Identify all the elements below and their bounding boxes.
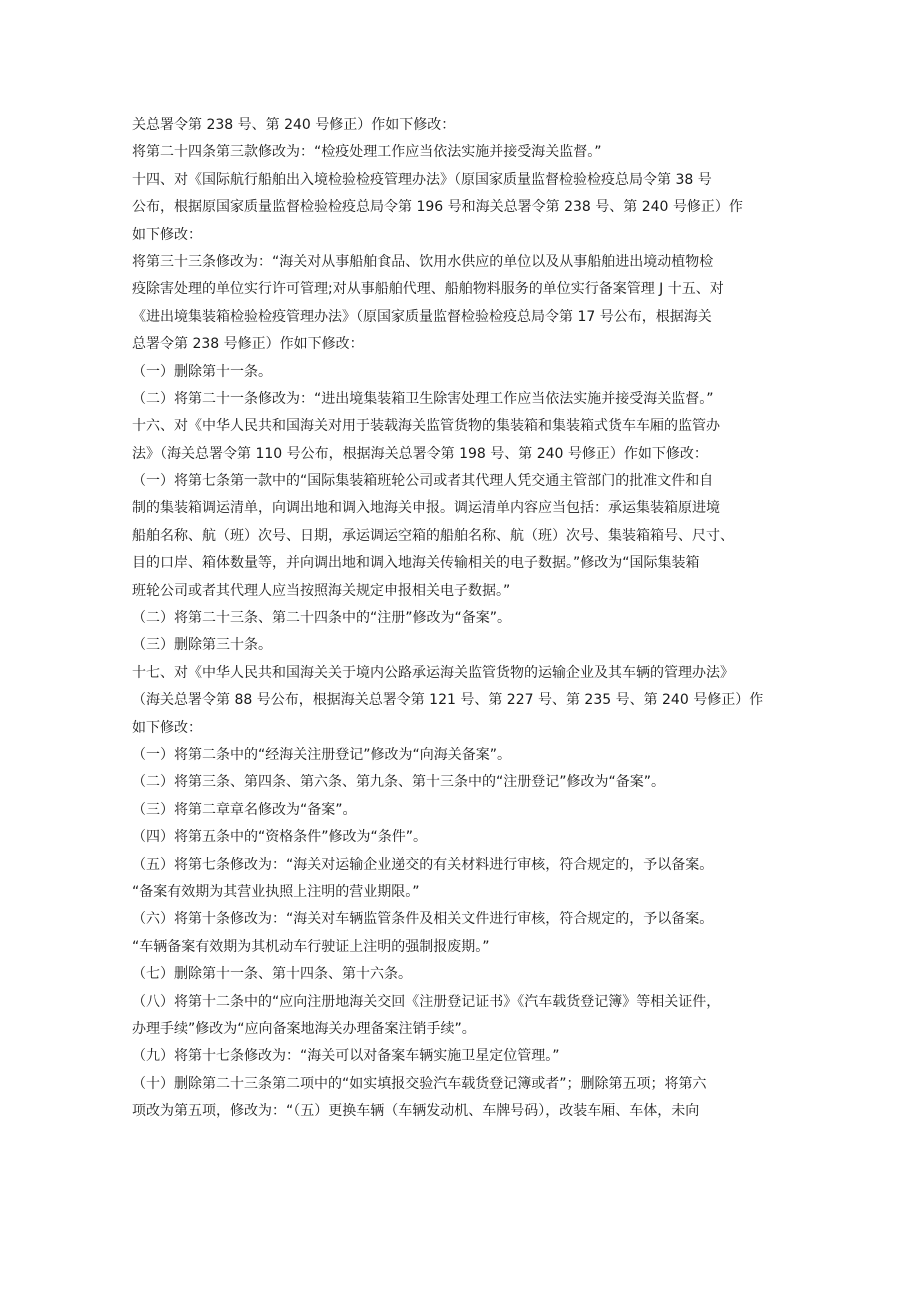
- text-line: 目的口岸、箱体数量等，并向调出地和调入地海关传输相关的电子数据。”修改为“国际集装箱: [132, 555, 700, 572]
- text-line: 班轮公司或者其代理人应当按照海关规定申报相关电子数据。”: [132, 582, 511, 599]
- text-line: （一）将第七条第一款中的“国际集装箱班轮公司或者其代理人凭交通主管部门的批准文件和自: [132, 473, 714, 490]
- text-line: 十七、对《中华人民共和国海关关于境内公路承运海关监管货物的运输企业及其车辆的管理办法》: [132, 664, 734, 681]
- text-line: （十）删除第二十三条第二项中的“如实填报交验汽车载货登记簿或者”；删除第五项；将第六: [132, 1075, 707, 1092]
- text-line: 《进出境集装箱检验检疫管理办法》（原国家质量监督检验检疫总局令第 17 号公布，根据海关: [132, 308, 712, 325]
- text-line: 十六、对《中华人民共和国海关对用于装载海关监管货物的集装箱和集装箱式货车车厢的监管办: [132, 418, 720, 435]
- text-line: 如下修改：: [132, 226, 202, 243]
- text-line: （二）将第二十三条、第二十四条中的“注册”修改为“备案”。: [132, 610, 512, 627]
- text-line: 公布，根据原国家质量监督检验检疫总局令第 196 号和海关总署令第 238 号、第 240 号修正）作: [132, 199, 743, 216]
- text-line: （六）将第十条修改为：“海关对车辆监管条件及相关文件进行审核，符合规定的，予以备案。: [132, 911, 714, 928]
- text-line: （二）将第三条、第四条、第六条、第九条、第十三条中的“注册登记”修改为“备案”。: [132, 774, 666, 791]
- text-line: 将第二十四条第三款修改为：“检疫处理工作应当依法实施并接受海关监督。”: [132, 144, 602, 161]
- text-line: 关总署令第 238 号、第 240 号修正）作如下修改：: [132, 117, 456, 133]
- text-line: 制的集装箱调运清单，向调出地和调入地海关申报。调运清单内容应当包括：承运集装箱原进境: [132, 500, 720, 517]
- text-line: （四）将第五条中的“资格条件”修改为“条件”。: [132, 829, 428, 846]
- text-line: （三）删除第三十条。: [132, 637, 272, 654]
- text-line: （八）将第十二条中的“应向注册地海关交回《注册登记证书》《汽车载货登记簿》等相关证件，: [132, 993, 721, 1010]
- text-line: （七）删除第十一条、第十四条、第十六条。: [132, 966, 412, 983]
- text-line: （九）将第十七条修改为：“海关可以对备案车辆实施卫星定位管理。”: [132, 1048, 560, 1065]
- text-line: （五）将第七条修改为：“海关对运输企业递交的有关材料进行审核，符合规定的，予以备案。: [132, 856, 714, 873]
- text-line: 如下修改：: [132, 719, 202, 736]
- document-body: [132, 112, 812, 1125]
- text-line: “备案有效期为其营业执照上注明的营业期限。”: [132, 883, 420, 900]
- text-line: （一）将第二条中的“经海关注册登记”修改为“向海关备案”。: [132, 746, 512, 763]
- text-line: 十四、对《国际航行船舶出入境检验检疫管理办法》（原国家质量监督检验检疫总局令第 38 号: [132, 171, 712, 188]
- text-line: 船舶名称、航（班）次号、日期，承运调运空箱的船舶名称、航（班）次号、集装箱箱号、尺寸、: [132, 527, 734, 544]
- text-line: 项改为第五项，修改为：“（五）更换车辆（车辆发动机、车牌号码），改装车厢、车体，未向: [132, 1103, 700, 1120]
- text-line: （海关总署令第 88 号公布，根据海关总署令第 121 号、第 227 号、第 235 号、第 240 号修正）作: [132, 692, 764, 709]
- text-line: （三）将第二章章名修改为“备案”。: [132, 801, 357, 818]
- text-line: “车辆备案有效期为其机动车行驶证上注明的强制报废期。”: [132, 938, 490, 955]
- text-line: 办理手续”修改为“应向备案地海关办理备案注销手续”。: [132, 1020, 476, 1037]
- text-line: （二）将第二十一条修改为：“进出境集装箱卫生除害处理工作应当依法实施并接受海关监督。”: [132, 390, 714, 407]
- text-line: 总署令第 238 号修正）作如下修改：: [132, 336, 364, 353]
- text-line: 法》（海关总署令第 110 号公布，根据海关总署令第 198 号、第 240 号修正）作如下修改：: [132, 445, 708, 462]
- text-line: 将第三十三条修改为：“海关对从事船舶食品、饮用水供应的单位以及从事船舶进出境动植物检: [132, 253, 714, 270]
- text-line: 疫除害处理的单位实行许可管理;对从事船舶代理、船舶物料服务的单位实行备案管理 J 十五、对: [132, 281, 724, 298]
- text-line: （一）删除第十一条。: [132, 363, 272, 380]
